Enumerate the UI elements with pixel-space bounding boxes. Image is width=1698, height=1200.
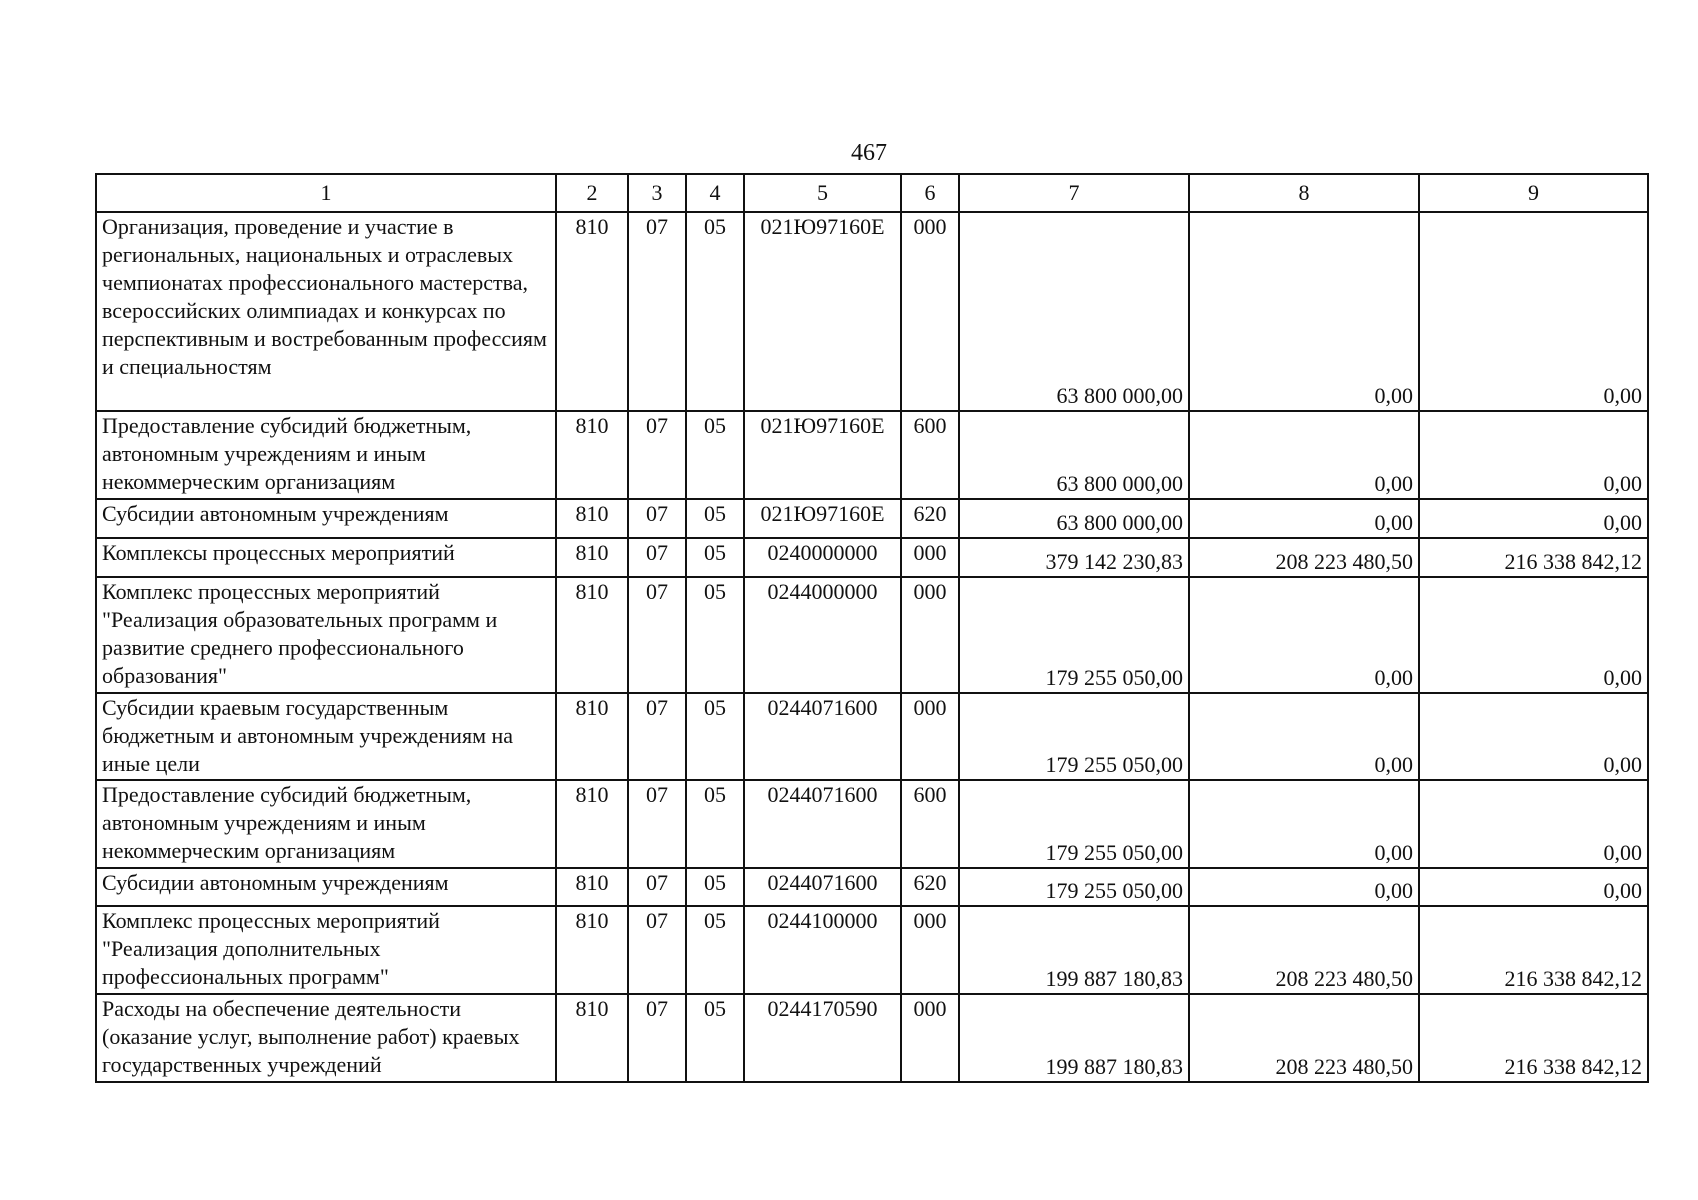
- row-c3: 07: [628, 868, 686, 906]
- row-c4: 05: [686, 693, 744, 780]
- row-c2: 810: [556, 780, 628, 868]
- row-c5: 0244000000: [744, 577, 901, 693]
- row-c4: 05: [686, 868, 744, 906]
- header-cell: 4: [686, 174, 744, 212]
- row-name: Предоставление субсидий бюджетным, автономным учреждениям и иным некоммерческим организациям: [96, 411, 556, 499]
- row-c9: 0,00: [1419, 868, 1648, 906]
- row-c3: 07: [628, 780, 686, 868]
- row-c5: 0244071600: [744, 780, 901, 868]
- row-c2: 810: [556, 499, 628, 538]
- row-c4: 05: [686, 577, 744, 693]
- row-c7: 63 800 000,00: [959, 411, 1189, 499]
- row-c7: 199 887 180,83: [959, 994, 1189, 1082]
- row-c9: 216 338 842,12: [1419, 538, 1648, 577]
- header-cell: 6: [901, 174, 959, 212]
- row-c9: 0,00: [1419, 780, 1648, 868]
- row-c6: 600: [901, 780, 959, 868]
- row-c6: 600: [901, 411, 959, 499]
- row-c8: 0,00: [1189, 693, 1419, 780]
- row-c3: 07: [628, 693, 686, 780]
- row-c8: 208 223 480,50: [1189, 994, 1419, 1082]
- row-c9: 0,00: [1419, 411, 1648, 499]
- row-c2: 810: [556, 693, 628, 780]
- row-c3: 07: [628, 499, 686, 538]
- row-c5: 021Ю97160Е: [744, 499, 901, 538]
- row-c8: 0,00: [1189, 868, 1419, 906]
- row-c8: 0,00: [1189, 411, 1419, 499]
- row-c4: 05: [686, 780, 744, 868]
- row-c2: 810: [556, 906, 628, 994]
- row-c5: 0244170590: [744, 994, 901, 1082]
- row-c9: 216 338 842,12: [1419, 906, 1648, 994]
- row-name: Организация, проведение и участие в региональных, национальных и отраслевых чемпионатах профессионального мастерства, всероссийских олимпиадах и конкурсах по перспективным и востребованным профессиям и специальностям: [96, 212, 556, 411]
- page-number: 467: [851, 140, 887, 166]
- row-name: Предоставление субсидий бюджетным, автономным учреждениям и иным некоммерческим организациям: [96, 780, 556, 868]
- row-c7: 179 255 050,00: [959, 577, 1189, 693]
- budget-table: [95, 173, 1649, 1083]
- row-c8: 0,00: [1189, 780, 1419, 868]
- header-cell: 8: [1189, 174, 1419, 212]
- header-cell: 5: [744, 174, 901, 212]
- row-c7: 179 255 050,00: [959, 693, 1189, 780]
- row-c6: 620: [901, 868, 959, 906]
- header-cell: 7: [959, 174, 1189, 212]
- row-c9: 0,00: [1419, 693, 1648, 780]
- table-row: [96, 906, 1648, 994]
- row-c3: 07: [628, 906, 686, 994]
- row-c5: 0240000000: [744, 538, 901, 577]
- table-header-row: [96, 174, 1648, 212]
- row-c7: 179 255 050,00: [959, 780, 1189, 868]
- row-c6: 000: [901, 538, 959, 577]
- row-c6: 000: [901, 994, 959, 1082]
- row-name: Комплексы процессных мероприятий: [96, 538, 556, 577]
- row-name: Комплекс процессных мероприятий "Реализация дополнительных профессиональных программ": [96, 906, 556, 994]
- row-c3: 07: [628, 411, 686, 499]
- table-row: [96, 577, 1648, 693]
- header-cell: 9: [1419, 174, 1648, 212]
- table-row: [96, 994, 1648, 1082]
- table-row: [96, 868, 1648, 906]
- row-c8: 0,00: [1189, 577, 1419, 693]
- row-c5: 0244071600: [744, 868, 901, 906]
- row-c3: 07: [628, 994, 686, 1082]
- row-c7: 63 800 000,00: [959, 212, 1189, 411]
- row-c9: 216 338 842,12: [1419, 994, 1648, 1082]
- row-c2: 810: [556, 212, 628, 411]
- row-c7: 379 142 230,83: [959, 538, 1189, 577]
- table-row: [96, 411, 1648, 499]
- row-c9: 0,00: [1419, 499, 1648, 538]
- row-c5: 0244100000: [744, 906, 901, 994]
- row-c3: 07: [628, 577, 686, 693]
- row-name: Субсидии краевым государственным бюджетным и автономным учреждениям на иные цели: [96, 693, 556, 780]
- row-c5: 021Ю97160Е: [744, 212, 901, 411]
- row-c3: 07: [628, 212, 686, 411]
- header-cell: 2: [556, 174, 628, 212]
- table-row: [96, 780, 1648, 868]
- row-name: Субсидии автономным учреждениям: [96, 499, 556, 538]
- row-c2: 810: [556, 411, 628, 499]
- table-row: [96, 538, 1648, 577]
- row-c7: 63 800 000,00: [959, 499, 1189, 538]
- row-c9: 0,00: [1419, 577, 1648, 693]
- row-c4: 05: [686, 538, 744, 577]
- header-cell: 3: [628, 174, 686, 212]
- row-c4: 05: [686, 499, 744, 538]
- row-c8: 0,00: [1189, 499, 1419, 538]
- row-c8: 0,00: [1189, 212, 1419, 411]
- table-row: [96, 212, 1648, 411]
- row-c6: 000: [901, 693, 959, 780]
- row-c8: 208 223 480,50: [1189, 538, 1419, 577]
- row-name: Субсидии автономным учреждениям: [96, 868, 556, 906]
- row-c3: 07: [628, 538, 686, 577]
- row-c7: 199 887 180,83: [959, 906, 1189, 994]
- row-c5: 0244071600: [744, 693, 901, 780]
- row-c4: 05: [686, 212, 744, 411]
- table-row: [96, 693, 1648, 780]
- header-cell: 1: [96, 174, 556, 212]
- row-c6: 620: [901, 499, 959, 538]
- row-c6: 000: [901, 906, 959, 994]
- row-c9: 0,00: [1419, 212, 1648, 411]
- row-c2: 810: [556, 868, 628, 906]
- row-c7: 179 255 050,00: [959, 868, 1189, 906]
- row-c2: 810: [556, 577, 628, 693]
- row-c4: 05: [686, 906, 744, 994]
- row-c8: 208 223 480,50: [1189, 906, 1419, 994]
- table-row: [96, 499, 1648, 538]
- row-c2: 810: [556, 538, 628, 577]
- row-c6: 000: [901, 212, 959, 411]
- row-c6: 000: [901, 577, 959, 693]
- row-c4: 05: [686, 411, 744, 499]
- row-name: Комплекс процессных мероприятий "Реализация образовательных программ и развитие среднего профессионального образования": [96, 577, 556, 693]
- row-c4: 05: [686, 994, 744, 1082]
- row-c2: 810: [556, 994, 628, 1082]
- row-c5: 021Ю97160Е: [744, 411, 901, 499]
- row-name: Расходы на обеспечение деятельности (оказание услуг, выполнение работ) краевых государственных учреждений: [96, 994, 556, 1082]
